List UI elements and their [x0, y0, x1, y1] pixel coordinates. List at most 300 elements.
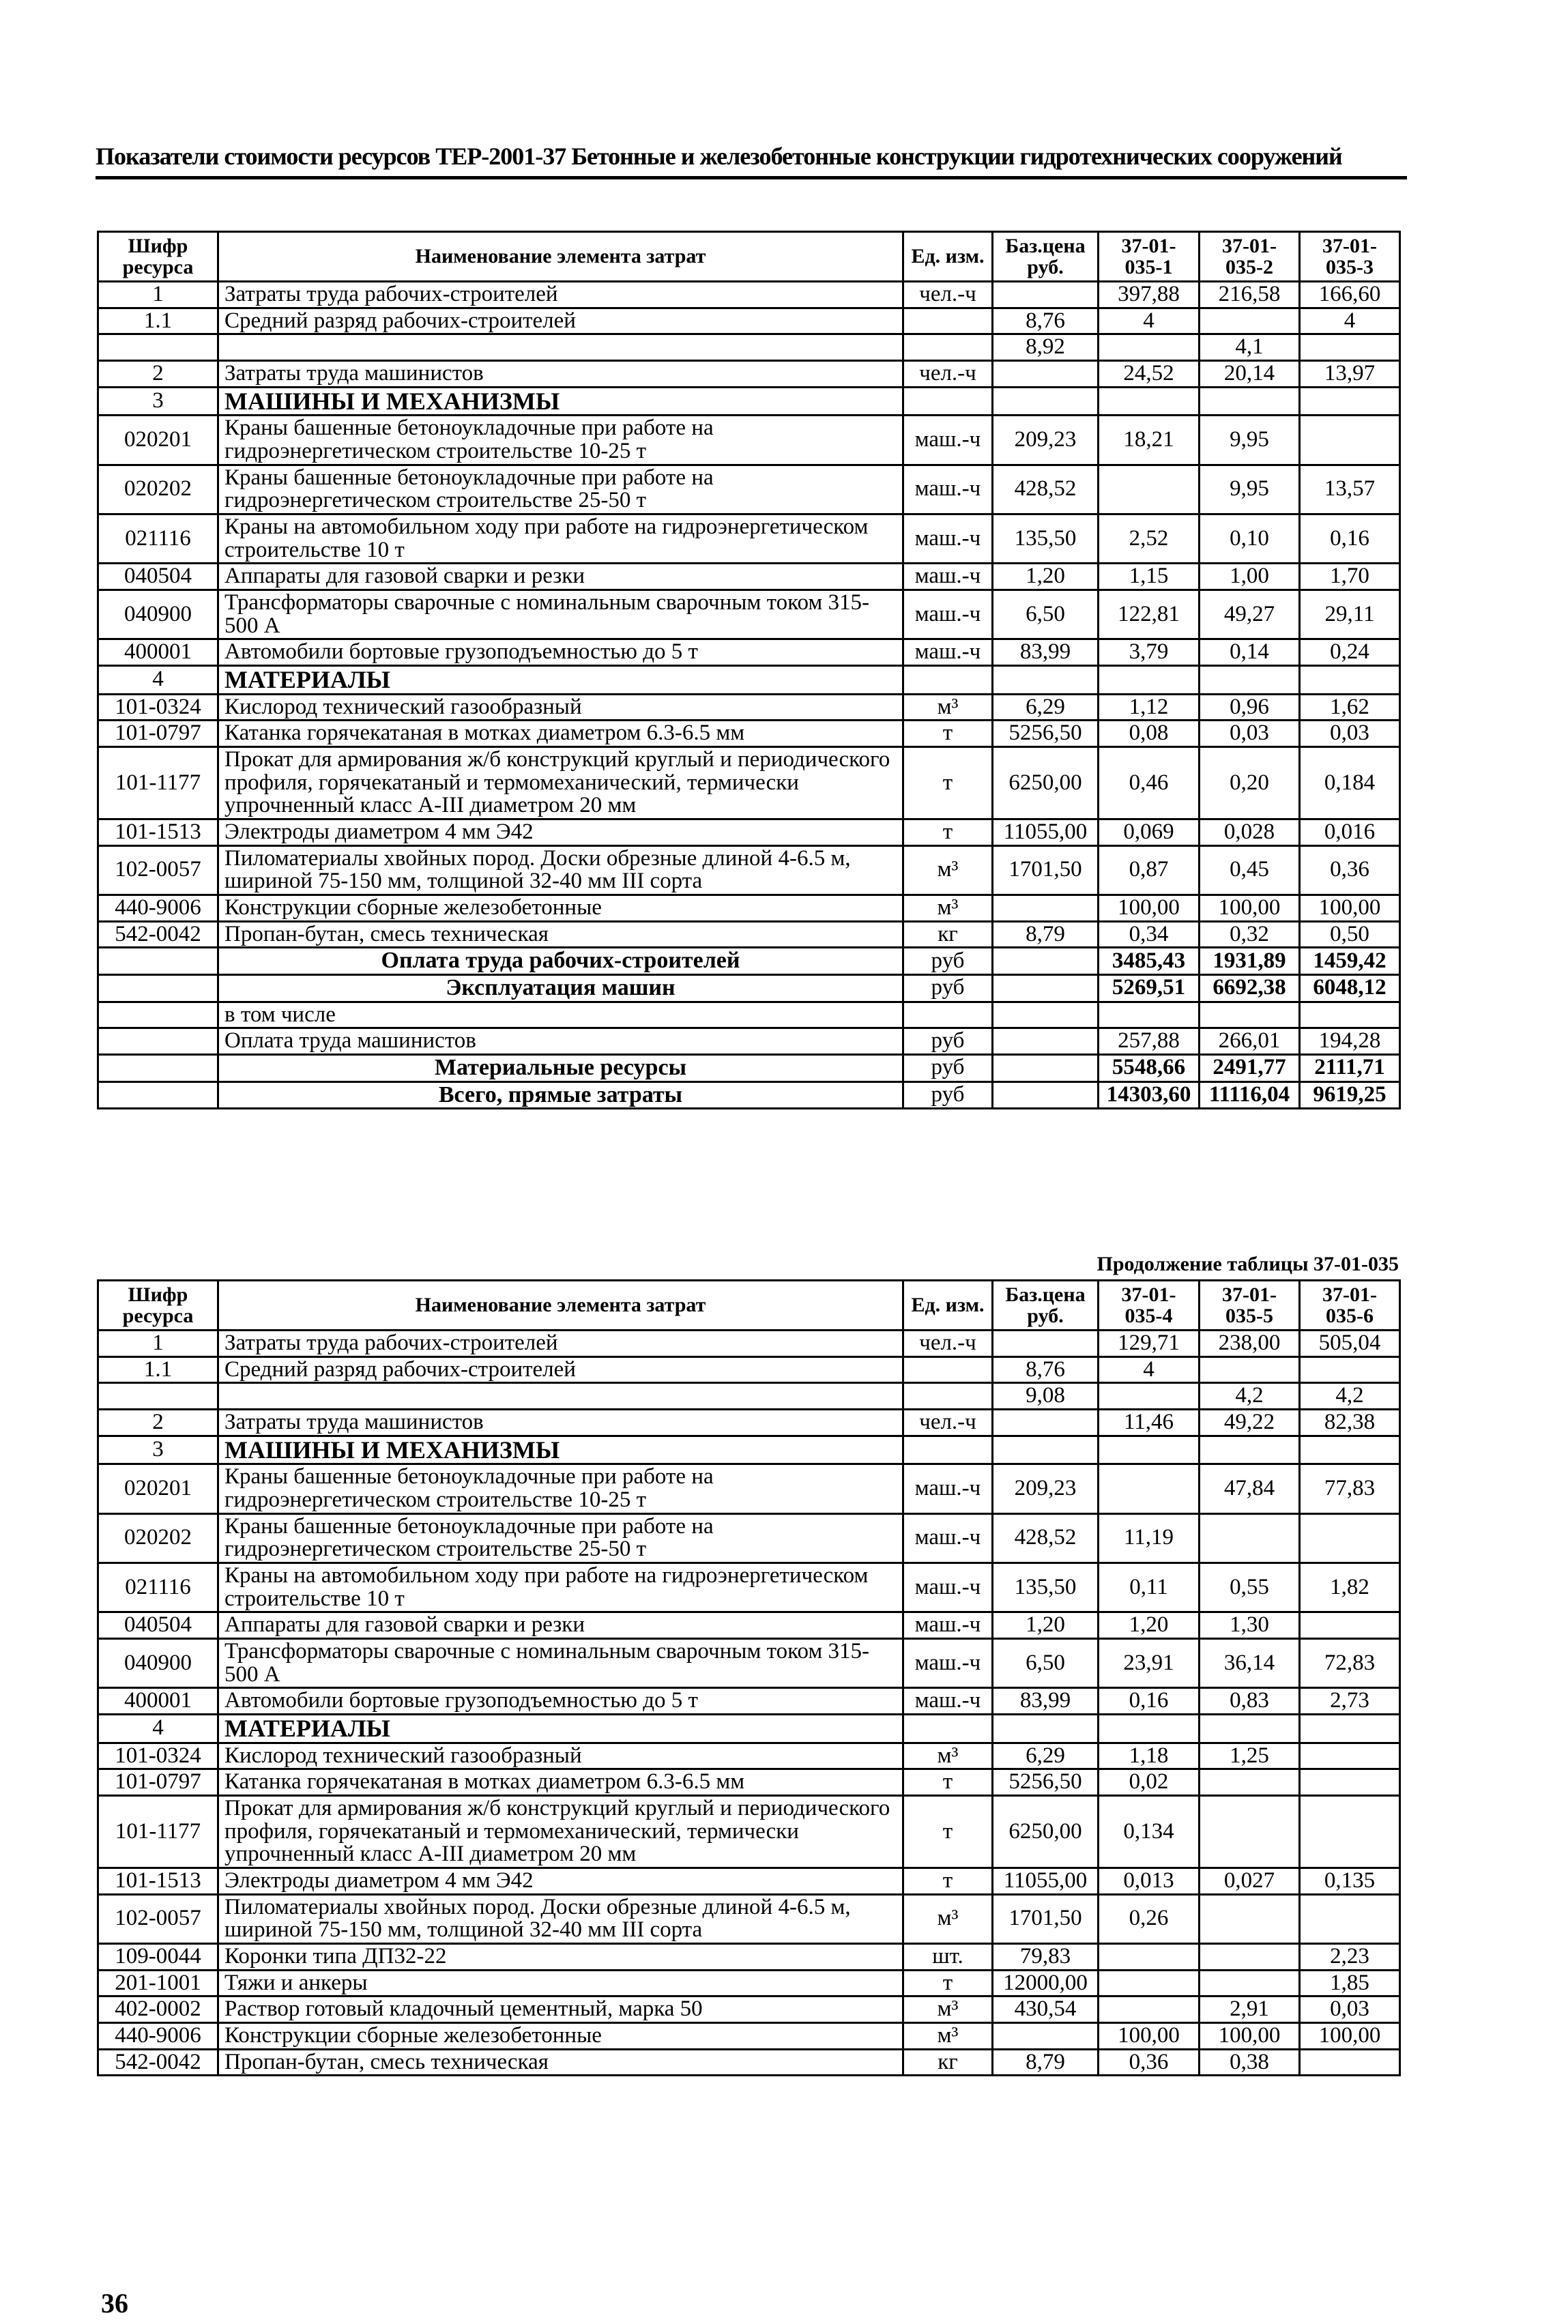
cell-price: 8,76: [993, 308, 1099, 334]
cell-price: 83,99: [993, 639, 1099, 666]
cell-name: Эксплуатация машин: [218, 974, 903, 1002]
cell-value-3: 29,11: [1300, 590, 1400, 639]
cell-value-3: 0,36: [1300, 845, 1400, 895]
col-header-name: Наименование элемента затрат: [218, 232, 903, 282]
cell-code: [98, 1383, 218, 1410]
cell-value-3: [1300, 665, 1400, 694]
cell-value-1: 4: [1099, 1356, 1200, 1383]
cell-unit: т: [903, 1970, 993, 1996]
cell-value-1: 397,88: [1099, 282, 1200, 308]
cell-price: 6250,00: [993, 1795, 1099, 1868]
cell-unit: м³: [903, 845, 993, 895]
cell-value-1: 24,52: [1099, 360, 1200, 387]
cell-value-3: 0,16: [1300, 514, 1400, 563]
cell-code: 2: [98, 360, 218, 387]
table-row: [98, 895, 1400, 921]
table-row: [98, 1331, 1400, 1357]
cell-code: 3: [98, 1436, 218, 1464]
table-row: [98, 845, 1400, 895]
cell-unit: [903, 1002, 993, 1028]
cell-unit: маш.-ч: [903, 564, 993, 590]
cell-unit: маш.-ч: [903, 1513, 993, 1563]
cell-code: 2: [98, 1409, 218, 1436]
cell-value-1: 1,15: [1099, 564, 1200, 590]
cell-name: Пропан-бутан, смесь техническая: [218, 2049, 903, 2076]
cell-value-1: 2,52: [1099, 514, 1200, 563]
cell-value-1: 257,88: [1099, 1028, 1200, 1055]
table-row: [98, 1868, 1400, 1894]
cell-unit: маш.-ч: [903, 514, 993, 563]
cell-value-3: [1300, 1356, 1400, 1383]
cell-name: Трансформаторы сварочные с номинальным сварочным током 315-500 А: [218, 590, 903, 639]
cell-value-3: 82,38: [1300, 1409, 1400, 1436]
cell-value-1: 3485,43: [1099, 948, 1200, 975]
cell-value-1: 100,00: [1099, 2022, 1200, 2049]
cell-code: 040504: [98, 1612, 218, 1639]
cell-value-2: 0,03: [1200, 721, 1300, 747]
cell-unit: маш.-ч: [903, 639, 993, 666]
cell-value-2: 0,38: [1200, 2049, 1300, 2076]
cell-value-3: [1300, 1513, 1400, 1563]
cell-code: 102-0057: [98, 1894, 218, 1943]
cell-unit: [903, 1714, 993, 1743]
section-row: [98, 1714, 1400, 1743]
cell-price: [993, 360, 1099, 387]
cell-code: [98, 334, 218, 361]
cell-unit: руб: [903, 1028, 993, 1055]
cell-unit: руб: [903, 948, 993, 975]
table-header-row: [98, 1281, 1400, 1331]
cell-code: 1.1: [98, 308, 218, 334]
cell-name: Аппараты для газовой сварки и резки: [218, 564, 903, 590]
cell-value-1: [1099, 1714, 1200, 1743]
cell-price: [993, 1714, 1099, 1743]
page-header-title: Показатели стоимости ресурсов ТЕР-2001-37 Бетонные и железобетонные конструкции гидротехнических сооружений: [96, 143, 1342, 170]
cell-value-1: [1099, 1464, 1200, 1513]
cell-value-1: 0,08: [1099, 721, 1200, 747]
cell-value-2: 49,22: [1200, 1409, 1300, 1436]
cell-price: 209,23: [993, 1464, 1099, 1513]
cell-price: [993, 1436, 1099, 1464]
cell-value-2: 49,27: [1200, 590, 1300, 639]
cell-name: Краны на автомобильном ходу при работе на гидроэнергетическом строительстве 10 т: [218, 1563, 903, 1612]
cell-name: Средний разряд рабочих-строителей: [218, 308, 903, 334]
cell-value-2: [1200, 1769, 1300, 1796]
cell-value-3: 0,24: [1300, 639, 1400, 666]
table-row: [98, 564, 1400, 590]
cell-value-2: [1200, 1943, 1300, 1970]
cell-value-3: [1300, 1743, 1400, 1769]
cell-price: [993, 1409, 1099, 1436]
cell-value-1: 0,134: [1099, 1795, 1200, 1868]
table-row: [98, 2049, 1400, 2076]
cell-value-2: 11116,04: [1200, 1081, 1300, 1109]
cell-price: 1,20: [993, 564, 1099, 590]
page-number: 36: [101, 2288, 128, 2319]
cell-name: Оплата труда машинистов: [218, 1028, 903, 1055]
table-row: [98, 1638, 1400, 1687]
cell-price: 8,92: [993, 334, 1099, 361]
cell-value-3: 1,85: [1300, 1970, 1400, 1996]
cell-value-3: 13,57: [1300, 465, 1400, 514]
table-row: [98, 2022, 1400, 2049]
cell-code: 400001: [98, 1688, 218, 1715]
cell-name: Кислород технический газообразный: [218, 694, 903, 721]
cell-value-3: 505,04: [1300, 1331, 1400, 1357]
col-header-norm-3: 37-01-035-3: [1300, 232, 1400, 282]
table-row: [98, 1688, 1400, 1715]
cell-value-2: [1200, 387, 1300, 416]
cell-value-2: 9,95: [1200, 416, 1300, 465]
table-row: [98, 694, 1400, 721]
cell-value-2: [1200, 1436, 1300, 1464]
cell-price: 135,50: [993, 514, 1099, 563]
cell-value-2: 47,84: [1200, 1464, 1300, 1513]
cell-unit: маш.-ч: [903, 416, 993, 465]
table-row: [98, 921, 1400, 948]
cell-name: МАТЕРИАЛЫ: [218, 665, 903, 694]
cell-value-3: 4: [1300, 308, 1400, 334]
cell-unit: маш.-ч: [903, 1612, 993, 1639]
section-row: [98, 1436, 1400, 1464]
col-header-price: Баз.цена руб.: [993, 1281, 1099, 1331]
table-row: [98, 1464, 1400, 1513]
table-row: [98, 1513, 1400, 1563]
cell-price: 6,29: [993, 694, 1099, 721]
continuation-label: Продолжение таблицы 37-01-035: [1097, 1253, 1399, 1275]
cell-name: Электроды диаметром 4 мм Э42: [218, 1868, 903, 1894]
cell-price: [993, 1028, 1099, 1055]
cell-value-1: [1099, 465, 1200, 514]
cell-value-2: 2491,77: [1200, 1054, 1300, 1081]
cell-code: 1: [98, 282, 218, 308]
cell-value-1: [1099, 1943, 1200, 1970]
cell-value-3: [1300, 1002, 1400, 1028]
cell-unit: т: [903, 1868, 993, 1894]
col-header-code: Шифр ресурса: [98, 1281, 218, 1331]
table-row: [98, 514, 1400, 563]
table-row: [98, 590, 1400, 639]
cell-unit: чел.-ч: [903, 1409, 993, 1436]
cell-name: Конструкции сборные железобетонные: [218, 2022, 903, 2049]
cell-value-3: 1,82: [1300, 1563, 1400, 1612]
table-row: [98, 721, 1400, 747]
table-row: [98, 746, 1400, 819]
cell-value-1: 1,12: [1099, 694, 1200, 721]
cell-name: Прокат для армирования ж/б конструкций круглый и периодического профиля, горячекатаный и термомеханический, термически упрочненный класс А-III диаметром 20 мм: [218, 1795, 903, 1868]
cell-value-3: 1459,42: [1300, 948, 1400, 975]
cell-unit: руб: [903, 1054, 993, 1081]
cell-unit: [903, 308, 993, 334]
col-header-name: Наименование элемента затрат: [218, 1281, 903, 1331]
cell-price: 428,52: [993, 1513, 1099, 1563]
cell-name: Кислород технический газообразный: [218, 1743, 903, 1769]
cell-value-2: 216,58: [1200, 282, 1300, 308]
cell-unit: руб: [903, 1081, 993, 1109]
cell-price: 6250,00: [993, 746, 1099, 819]
cell-price: [993, 282, 1099, 308]
cell-value-3: 166,60: [1300, 282, 1400, 308]
cell-price: 8,79: [993, 921, 1099, 948]
cell-value-1: 0,34: [1099, 921, 1200, 948]
cell-price: [993, 2022, 1099, 2049]
cell-value-1: [1099, 1436, 1200, 1464]
cell-price: [993, 1054, 1099, 1081]
cell-code: 3: [98, 387, 218, 416]
cell-value-1: 0,16: [1099, 1688, 1200, 1715]
cell-name: Тяжи и анкеры: [218, 1970, 903, 1996]
cell-code: 4: [98, 1714, 218, 1743]
table-row: [98, 308, 1400, 334]
cell-value-2: 9,95: [1200, 465, 1300, 514]
cell-price: 5256,50: [993, 1769, 1099, 1796]
cell-value-2: 0,20: [1200, 746, 1300, 819]
cell-value-3: [1300, 387, 1400, 416]
cell-value-1: 4: [1099, 308, 1200, 334]
cell-value-1: 0,069: [1099, 819, 1200, 845]
cell-value-3: 77,83: [1300, 1464, 1400, 1513]
table-row: [98, 639, 1400, 666]
cell-unit: маш.-ч: [903, 1638, 993, 1687]
cell-price: 1701,50: [993, 1894, 1099, 1943]
table-row: [98, 1002, 1400, 1028]
cell-unit: м³: [903, 1894, 993, 1943]
cell-value-2: [1200, 665, 1300, 694]
cell-value-3: 9619,25: [1300, 1081, 1400, 1109]
cell-code: 400001: [98, 639, 218, 666]
cell-value-1: [1099, 665, 1200, 694]
cell-value-1: 0,02: [1099, 1769, 1200, 1796]
cell-value-3: [1300, 334, 1400, 361]
cell-unit: т: [903, 1795, 993, 1868]
cell-name: Оплата труда рабочих-строителей: [218, 948, 903, 975]
cell-value-3: 13,97: [1300, 360, 1400, 387]
cell-code: 101-0797: [98, 1769, 218, 1796]
cell-value-1: [1099, 387, 1200, 416]
table-row: [98, 1996, 1400, 2023]
cell-price: [993, 974, 1099, 1002]
cell-unit: маш.-ч: [903, 465, 993, 514]
cell-value-2: [1200, 1795, 1300, 1868]
cell-value-3: 2,73: [1300, 1688, 1400, 1715]
cell-value-2: 4,2: [1200, 1383, 1300, 1410]
cell-value-2: 0,027: [1200, 1868, 1300, 1894]
cell-unit: т: [903, 746, 993, 819]
table-row: [98, 1769, 1400, 1796]
cell-unit: м³: [903, 1996, 993, 2023]
cell-code: [98, 1028, 218, 1055]
cell-value-2: [1200, 1513, 1300, 1563]
cell-unit: т: [903, 1769, 993, 1796]
col-header-code: Шифр ресурса: [98, 232, 218, 282]
cell-unit: м³: [903, 694, 993, 721]
cell-code: 101-1177: [98, 1795, 218, 1868]
table-header-row: [98, 232, 1400, 282]
cell-value-1: 1,18: [1099, 1743, 1200, 1769]
summary-row: [98, 1054, 1400, 1081]
cell-value-1: 18,21: [1099, 416, 1200, 465]
cell-name: Материальные ресурсы: [218, 1054, 903, 1081]
cell-price: 5256,50: [993, 721, 1099, 747]
cell-value-3: 72,83: [1300, 1638, 1400, 1687]
cell-unit: маш.-ч: [903, 1464, 993, 1513]
cell-name: [218, 334, 903, 361]
cell-price: 430,54: [993, 1996, 1099, 2023]
table-row: [98, 819, 1400, 845]
cell-value-1: 0,46: [1099, 746, 1200, 819]
cell-unit: кг: [903, 2049, 993, 2076]
cell-value-2: 1,30: [1200, 1612, 1300, 1639]
cell-price: 1701,50: [993, 845, 1099, 895]
col-header-norm-1: 37-01-035-1: [1099, 232, 1200, 282]
cell-name: Краны башенные бетоноукладочные при работе на гидроэнергетическом строительстве 25-50 т: [218, 465, 903, 514]
cell-code: 201-1001: [98, 1970, 218, 1996]
cell-unit: м³: [903, 2022, 993, 2049]
cell-value-1: 5269,51: [1099, 974, 1200, 1002]
cell-name: Автомобили бортовые грузоподъемностью до 5 т: [218, 1688, 903, 1715]
cell-unit: чел.-ч: [903, 282, 993, 308]
cell-value-3: 0,016: [1300, 819, 1400, 845]
cell-value-1: 0,26: [1099, 1894, 1200, 1943]
summary-row: [98, 974, 1400, 1002]
table-row: [98, 416, 1400, 465]
cell-name: Затраты труда рабочих-строителей: [218, 282, 903, 308]
table-body: [98, 282, 1400, 1109]
cell-value-2: [1200, 1970, 1300, 1996]
cell-unit: [903, 1436, 993, 1464]
cell-value-1: 100,00: [1099, 895, 1200, 921]
cell-name: Аппараты для газовой сварки и резки: [218, 1612, 903, 1639]
cell-value-1: 0,87: [1099, 845, 1200, 895]
cell-value-2: 100,00: [1200, 2022, 1300, 2049]
cell-price: [993, 665, 1099, 694]
cell-code: [98, 1081, 218, 1109]
cell-unit: чел.-ч: [903, 360, 993, 387]
cell-value-2: 6692,38: [1200, 974, 1300, 1002]
cell-value-1: [1099, 1996, 1200, 2023]
cell-code: 402-0002: [98, 1996, 218, 2023]
cell-unit: маш.-ч: [903, 1688, 993, 1715]
cell-code: 021116: [98, 1563, 218, 1612]
cell-value-2: 4,1: [1200, 334, 1300, 361]
table-row: [98, 1970, 1400, 1996]
table-row: [98, 465, 1400, 514]
cell-code: [98, 1054, 218, 1081]
cell-name: МАТЕРИАЛЫ: [218, 1714, 903, 1743]
table-body: [98, 1331, 1400, 2076]
table-row: [98, 334, 1400, 361]
cell-value-2: 238,00: [1200, 1331, 1300, 1357]
cell-value-2: 1,00: [1200, 564, 1300, 590]
cell-price: [993, 1081, 1099, 1109]
cell-value-3: [1300, 1436, 1400, 1464]
cell-name: Пиломатериалы хвойных пород. Доски обрезные длиной 4-6.5 м, шириной 75-150 мм, толщиной 32-40 мм III сорта: [218, 845, 903, 895]
cell-name: Катанка горячекатаная в мотках диаметром 6.3-6.5 мм: [218, 1769, 903, 1796]
cell-price: 11055,00: [993, 1868, 1099, 1894]
table-row: [98, 1795, 1400, 1868]
cell-code: 101-1513: [98, 819, 218, 845]
cell-code: 542-0042: [98, 921, 218, 948]
cell-unit: маш.-ч: [903, 590, 993, 639]
cell-price: [993, 387, 1099, 416]
cell-unit: [903, 1356, 993, 1383]
col-header-unit: Ед. изм.: [903, 232, 993, 282]
cell-price: 6,29: [993, 1743, 1099, 1769]
cell-value-1: [1099, 334, 1200, 361]
cell-unit: руб: [903, 974, 993, 1002]
cell-unit: [903, 1383, 993, 1410]
cell-name: Пропан-бутан, смесь техническая: [218, 921, 903, 948]
cell-code: 040900: [98, 1638, 218, 1687]
cell-name: МАШИНЫ И МЕХАНИЗМЫ: [218, 387, 903, 416]
cell-value-3: 0,135: [1300, 1868, 1400, 1894]
cell-name: Краны на автомобильном ходу при работе на гидроэнергетическом строительстве 10 т: [218, 514, 903, 563]
cell-name: МАШИНЫ И МЕХАНИЗМЫ: [218, 1436, 903, 1464]
cell-code: 020201: [98, 1464, 218, 1513]
cell-name: [218, 1383, 903, 1410]
cell-value-2: 0,55: [1200, 1563, 1300, 1612]
cell-value-1: 5548,66: [1099, 1054, 1200, 1081]
cell-price: [993, 895, 1099, 921]
cell-code: 101-0324: [98, 694, 218, 721]
table-row: [98, 1563, 1400, 1612]
table-row: [98, 1383, 1400, 1410]
cell-value-2: 2,91: [1200, 1996, 1300, 2023]
cell-unit: т: [903, 721, 993, 747]
cell-price: 8,76: [993, 1356, 1099, 1383]
section-row: [98, 387, 1400, 416]
cell-price: 83,99: [993, 1688, 1099, 1715]
cell-value-2: 0,14: [1200, 639, 1300, 666]
cell-unit: м³: [903, 1743, 993, 1769]
cell-price: 9,08: [993, 1383, 1099, 1410]
cell-price: 12000,00: [993, 1970, 1099, 1996]
cell-price: [993, 1002, 1099, 1028]
cell-value-3: [1300, 1894, 1400, 1943]
cell-price: 135,50: [993, 1563, 1099, 1612]
cell-value-2: 1931,89: [1200, 948, 1300, 975]
cell-code: 101-1177: [98, 746, 218, 819]
cell-value-2: 266,01: [1200, 1028, 1300, 1055]
cell-value-3: 194,28: [1300, 1028, 1400, 1055]
cell-unit: м³: [903, 895, 993, 921]
cell-value-2: 100,00: [1200, 895, 1300, 921]
cell-code: 1.1: [98, 1356, 218, 1383]
cell-value-2: [1200, 1356, 1300, 1383]
cell-value-1: [1099, 1002, 1200, 1028]
cell-price: 8,79: [993, 2049, 1099, 2076]
col-header-price: Баз.цена руб.: [993, 232, 1099, 282]
cell-value-1: 122,81: [1099, 590, 1200, 639]
cell-value-3: [1300, 2049, 1400, 2076]
cell-unit: маш.-ч: [903, 1563, 993, 1612]
table-row: [98, 1612, 1400, 1639]
cell-name: Затраты труда машинистов: [218, 1409, 903, 1436]
col-header-norm-5: 37-01-035-5: [1200, 1281, 1300, 1331]
cell-value-1: 1,20: [1099, 1612, 1200, 1639]
cell-name: Средний разряд рабочих-строителей: [218, 1356, 903, 1383]
cell-code: 102-0057: [98, 845, 218, 895]
cell-value-1: 3,79: [1099, 639, 1200, 666]
cell-name: Раствор готовый кладочный цементный, марка 50: [218, 1996, 903, 2023]
cell-code: [98, 1002, 218, 1028]
cell-price: 6,50: [993, 1638, 1099, 1687]
cell-value-1: [1099, 1970, 1200, 1996]
cell-value-3: 1,62: [1300, 694, 1400, 721]
cell-value-2: 0,32: [1200, 921, 1300, 948]
cell-code: 440-9006: [98, 895, 218, 921]
cell-unit: т: [903, 819, 993, 845]
